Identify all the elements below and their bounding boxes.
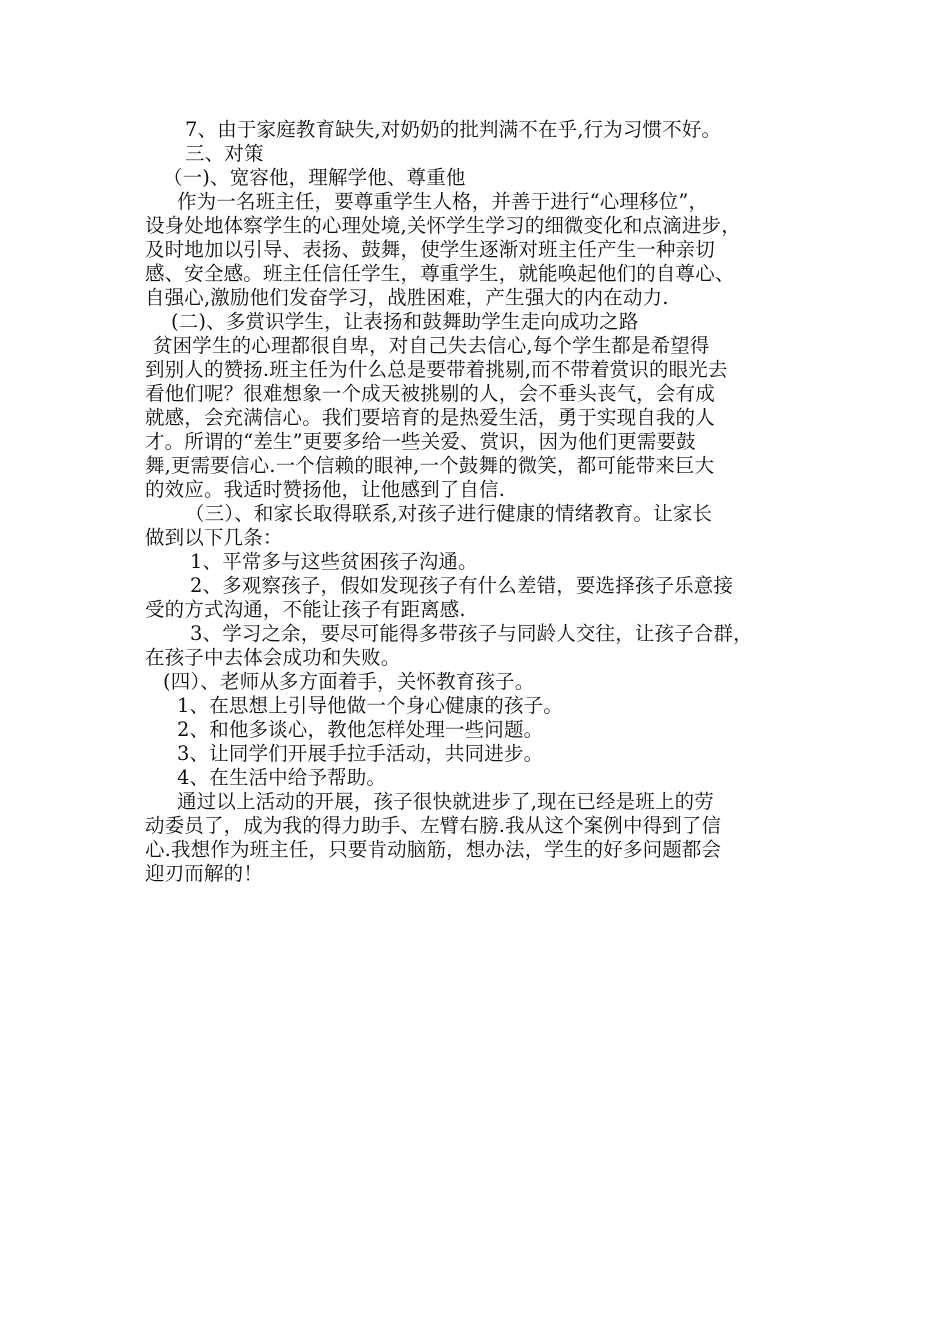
paragraph-line: 的效应。我适时赞扬他，让他感到了自信. xyxy=(145,478,506,501)
paragraph-line: 作为一名班主任，要尊重学生人格，并善于进行“心理移位”， xyxy=(177,190,709,213)
list-item: 1、平常多与这些贫困孩子沟通。 xyxy=(190,550,478,573)
paragraph-line: 就感，会充满信心。我们要培育的是热爱生活，勇于实现自我的人 xyxy=(145,406,715,429)
subsection-heading: (二)、多赏识学生，让表扬和鼓舞助学生走向成功之路 xyxy=(171,310,639,333)
paragraph-line: 感、安全感。班主任信任学生，尊重学生，就能唤起他们的自尊心、 xyxy=(145,262,735,285)
list-item: 3、学习之余，要尽可能得多带孩子与同龄人交往，让孩子合群， xyxy=(190,622,753,645)
subsection-heading: (四）、老师从多方面着手，关怀教育孩子。 xyxy=(163,670,535,693)
paragraph-line: 通过以上活动的开展，孩子很快就进步了,现在已经是班上的劳 xyxy=(177,790,714,813)
list-item: 2、多观察孩子，假如发现孩子有什么差错，要选择孩子乐意接 xyxy=(190,574,734,597)
paragraph-line: 受的方式沟通，不能让孩子有距离感. xyxy=(145,598,466,621)
subsection-heading: （三）、和家长取得联系,对孩子进行健康的情绪教育。让家长 xyxy=(185,502,713,525)
section-heading: 三、对策 xyxy=(185,142,264,165)
paragraph-line: 心.我想作为班主任，只要肯动脑筋，想办法，学生的好多问题都会 xyxy=(145,838,722,861)
paragraph-line: 在孩子中去体会成功和失败。 xyxy=(145,646,401,669)
paragraph-line: 迎刃而解的！ xyxy=(145,862,263,885)
list-item: 2、和他多谈心，教他怎样处理一些问题。 xyxy=(177,718,544,741)
paragraph-line: 动委员了，成为我的得力助手、左臂右膀.我从这个案例中得到了信 xyxy=(145,814,722,837)
paragraph-line: 才。所谓的“差生”更要多给一些关爱、赏识，因为他们更需要鼓 xyxy=(145,430,696,453)
paragraph-line: 自强心,激励他们发奋学习，战胜困难，产生强大的内在动力. xyxy=(145,286,669,309)
paragraph-line: 设身处地体察学生的心理处境,关怀学生学习的细微变化和点滴进步， xyxy=(145,214,741,237)
document-body xyxy=(145,118,825,886)
paragraph-line: 看他们呢？很难想象一个成天被挑剔的人，会不垂头丧气，会有成 xyxy=(145,382,715,405)
paragraph-line: 贫困学生的心理都很自卑，对自己失去信心,每个学生都是希望得 xyxy=(153,334,710,357)
paragraph-line: 7、由于家庭教育缺失,对奶奶的批判满不在乎,行为习惯不好。 xyxy=(185,118,722,141)
list-item: 3、让同学们开展手拉手活动，共同进步。 xyxy=(177,742,544,765)
paragraph-line: 及时地加以引导、表扬、鼓舞，使学生逐渐对班主任产生一种亲切 xyxy=(145,238,715,261)
list-item: 1、在思想上引导他做一个身心健康的孩子。 xyxy=(177,694,563,717)
paragraph-line: 到别人的赞扬.班主任为什么总是要带着挑剔,而不带着赏识的眼光去 xyxy=(145,358,728,381)
paragraph-line: 做到以下几条： xyxy=(145,526,283,549)
list-item: 4、在生活中给予帮助。 xyxy=(177,766,387,789)
paragraph-line: 舞,更需要信心.一个信赖的眼神,一个鼓舞的微笑，都可能带来巨大 xyxy=(145,454,715,477)
subsection-heading: （一)、宽容他，理解学他、尊重他 xyxy=(163,166,466,189)
